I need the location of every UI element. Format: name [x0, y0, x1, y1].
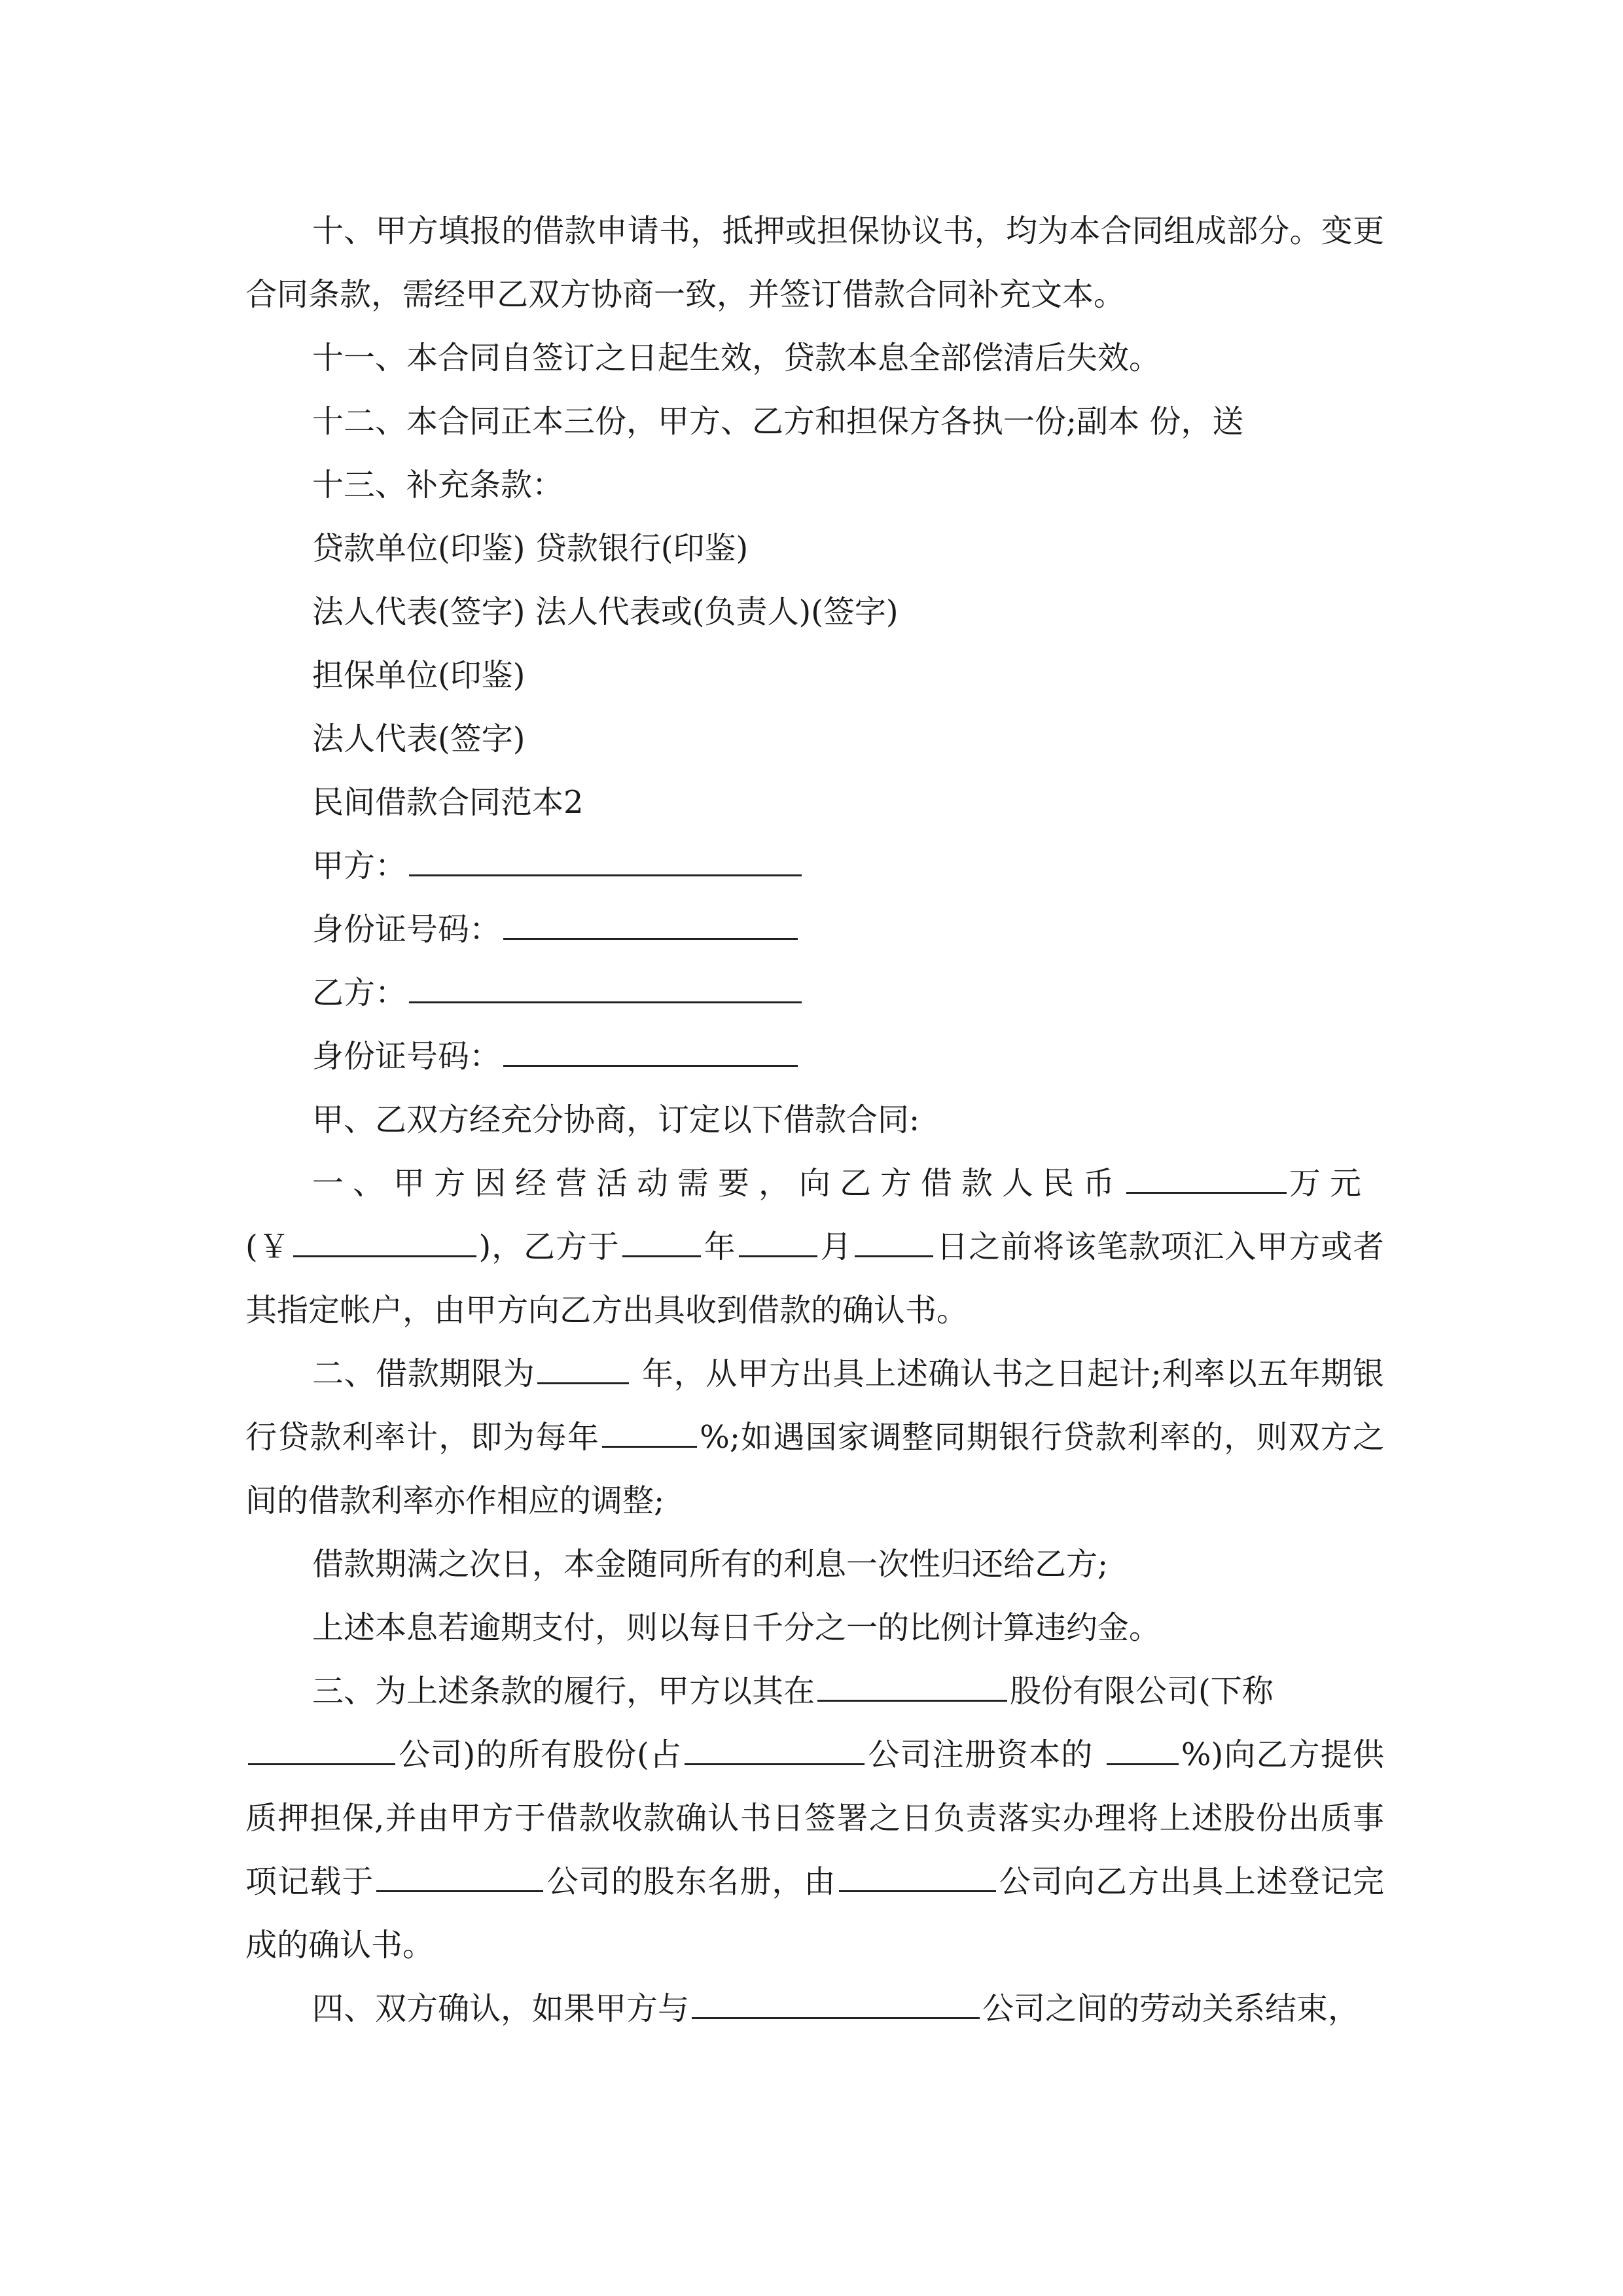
penalty-note: 上述本息若逾期支付，则以每日千分之一的比例计算违约金。	[312, 1609, 1161, 1646]
share-percent-field[interactable]	[1107, 1736, 1179, 1765]
id-number-label-a: 身份证号码：	[312, 911, 501, 948]
month-label: 月	[819, 1229, 853, 1265]
employer-company-field[interactable]	[692, 1990, 980, 2019]
month-field[interactable]	[739, 1228, 817, 1257]
clause-10-line2: 更合同条款，需经甲乙双方协商一致，并签订借款合同补充文本。	[245, 213, 1384, 313]
wan-yuan-label: 万元	[1289, 1165, 1371, 1202]
party-b-id-field[interactable]	[503, 1037, 798, 1067]
id-number-label-b: 身份证号码：	[312, 1038, 501, 1075]
clause-3-pledge-detail: 供质押担保,并由甲方于借款收款确认书日签署之日负责落实办理将上述股份出	[245, 1736, 1384, 1837]
clause-10	[245, 200, 1384, 327]
rmb-open: (￥	[245, 1229, 291, 1265]
clause-13: 十三、补充条款：	[312, 467, 564, 503]
clause-3-shares: 公司)的所有股份(占	[398, 1736, 683, 1773]
clause-3-company-type: 股份有限公司(下称	[1010, 1673, 1274, 1710]
signature-legal-rep-2: 法人代表(签字)	[312, 721, 526, 757]
party-b-field[interactable]	[409, 974, 802, 1003]
clause-3-confirm: 公司向乙方出具上述	[998, 1863, 1289, 1900]
clause-2-text: 二、借款期限为	[312, 1355, 535, 1392]
clause-4	[245, 1977, 1384, 2041]
clause-2	[245, 1342, 1384, 1533]
contract-intro: 甲、乙双方经充分协商，订定以下借款合同:	[312, 1102, 920, 1138]
repayment-note: 借款期满之次日，本金随同所有的利息一次性归还给乙方;	[312, 1546, 1109, 1583]
company-name-field[interactable]	[817, 1672, 1007, 1702]
signature-guarantor: 担保单位(印鉴)	[312, 657, 526, 694]
signature-legal-rep: 法人代表(签字) 法人代表或(负责人)(签字)	[312, 594, 899, 630]
clause-3-register: 质事项记载于	[245, 1800, 1384, 1900]
day-label: 日之前将该笔款项汇入甲方	[936, 1229, 1321, 1265]
clause-11: 十一、本合同自签订之日起生效，贷款本息全部偿清后失效。	[312, 340, 1161, 376]
clause-3-capital: 公司注册资本的	[867, 1736, 1104, 1773]
clause-3-end: 登记完成的确认书。	[245, 1863, 1384, 1964]
party-a-field[interactable]	[409, 847, 802, 876]
party-b-id-row	[245, 1025, 1384, 1088]
day-field[interactable]	[855, 1228, 933, 1257]
year-field[interactable]	[622, 1228, 701, 1257]
party-a-row	[245, 834, 1384, 898]
signature-lender-bank: 贷款单位(印鉴) 贷款银行(印鉴)	[312, 530, 749, 567]
register-company-field[interactable]	[376, 1863, 543, 1892]
clause-1-text: 一、甲方因经营活动需要，向乙方借款人民币	[312, 1165, 1124, 1202]
clause-3-shareholder: 公司的股东名册，由	[546, 1863, 836, 1900]
contract-body	[245, 200, 1384, 2041]
clause-4-end: 公司之间的劳动关系结束，	[982, 1990, 1360, 2027]
template-title: 民间借款合同范本2	[312, 784, 584, 821]
clause-2-term: 年，从甲方出具上述确认书之日起计;利率以五年期	[632, 1355, 1353, 1392]
clause-10-line1: 十、甲方填报的借款申请书，抵押或担保协议书，均为本合同组成部分。变	[312, 213, 1353, 249]
company-short-field[interactable]	[248, 1736, 395, 1765]
clause-3	[245, 1660, 1384, 1977]
clause-1-end: 或者其指定帐户，由甲方向乙方出具收到借款的确认书。	[245, 1229, 1384, 1329]
clause-3-pledge: %)向乙方提	[1181, 1736, 1353, 1773]
share-company-field[interactable]	[685, 1736, 865, 1765]
loan-amount-field[interactable]	[1126, 1164, 1287, 1194]
clause-4-text: 四、双方确认，如果甲方与	[312, 1990, 690, 2027]
loan-term-field[interactable]	[537, 1355, 629, 1384]
clause-12: 十二、本合同正本三份，甲方、乙方和担保方各执一份;副本 份，送	[312, 403, 1244, 440]
party-a-label: 甲方：	[312, 848, 407, 884]
party-b-label: 乙方：	[312, 975, 407, 1011]
clause-2-end: 之间的借款利率亦作相应的调整;	[245, 1419, 1384, 1519]
clause-2-adjust: %;如遇国家调整同期银行贷款利率的，则双方	[700, 1419, 1353, 1456]
year-label: 年	[703, 1229, 736, 1265]
party-a-id-row	[245, 898, 1384, 961]
clause-2-rate: 银行贷款利率计，即为每年	[245, 1355, 1384, 1456]
rmb-amount-field[interactable]	[293, 1228, 476, 1257]
party-b-row	[245, 961, 1384, 1025]
clause-1-party-b: )，乙方于	[478, 1229, 620, 1265]
clause-1	[245, 1152, 1384, 1342]
issuing-company-field[interactable]	[839, 1863, 996, 1892]
party-a-id-field[interactable]	[503, 910, 798, 940]
clause-3-text: 三、为上述条款的履行，甲方以其在	[312, 1673, 815, 1710]
annual-rate-field[interactable]	[602, 1418, 697, 1448]
